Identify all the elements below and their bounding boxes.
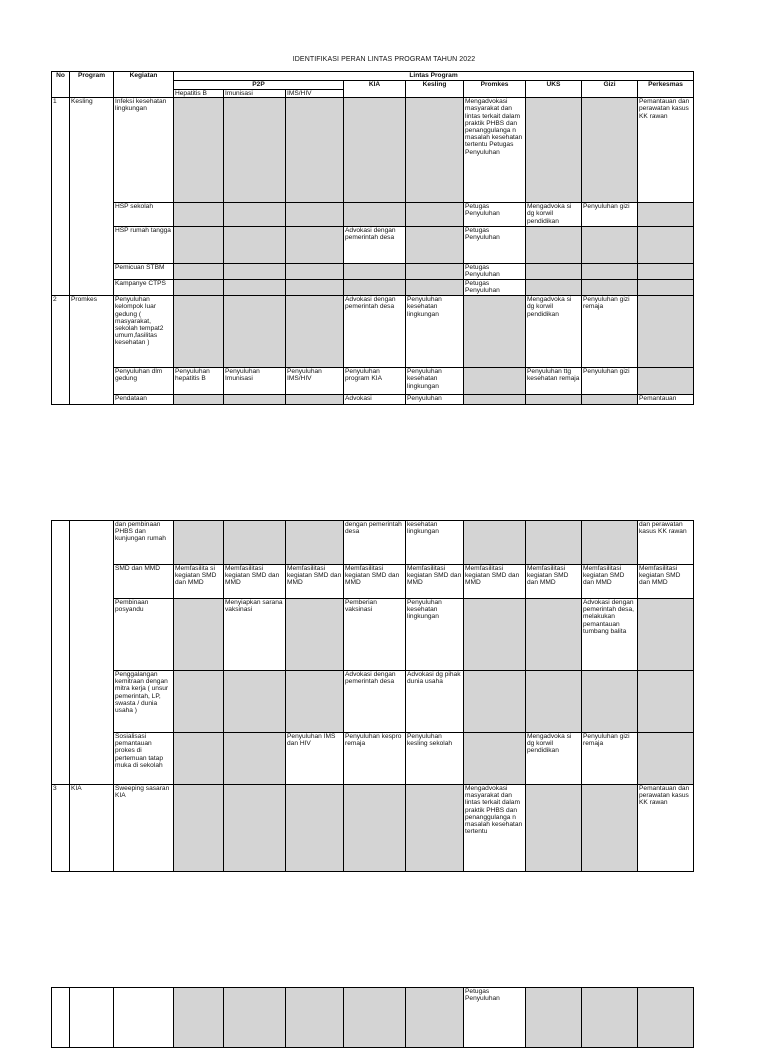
row-kegiatan: Pemicuan STBM [114,264,174,280]
table-row [52,203,694,227]
row-kegiatan: Kampanye CTPS [114,280,174,296]
row-kegiatan: Penyuluhan kelompok luar gedung ( masyarakat, sekolah tempat2 umum,fasilitas kesehatan ) [114,296,174,368]
table-row [52,280,694,296]
cell-uks: Mengadvoka si dg korwil pendidikan [526,733,582,785]
table-row [52,368,694,395]
cell-kia: Memfasilitasi kegiatan SMD dan MMD [344,565,406,599]
row-kegiatan: Pendataan [114,395,174,405]
header-promkes: Promkes [464,81,526,98]
table-row [52,264,694,280]
cell-kesling: Advokasi dg pihak dunia usaha [406,671,464,733]
row-kegiatan: Infeksi kesehatan lingkungan [114,98,174,203]
cell-kesling: Penyuluhan kesehatan lingkungan [406,599,464,671]
header-imunisasi: Imunisasi [224,90,286,98]
cell-kia: Advokasi dengan pemerintah desa [344,671,406,733]
row-kegiatan: Penggalangan kemitraan dengan mitra kerja ( unsur pemerintah, LP, swasta / dunia usaha ) [114,671,174,733]
header-hepatitis-b: Hepatitis B [174,90,224,98]
cell-kesling: Penyuluhan kesling sekolah [406,733,464,785]
cell-kia: Advokasi dengan pemerintah desa [344,296,406,368]
cell-promkes: Petugas Penyuluhan [464,988,526,1048]
cell-perkesmas: Pemantauan dan perawatan kasus KK rawan [638,98,694,203]
cell-uks: Mengadvoka si dg korwil pendidikan [526,296,582,368]
cell-kia: Advokasi dengan pemerintah desa [344,227,406,264]
row-kegiatan: Sosialisasi pemantauan prokes di pertemuan tatap muka di sekolah [114,733,174,785]
cell-gizi: Penyuluhan gizi remaja [582,296,638,368]
cell-kesling: Penyuluhan kesehatan lingkungan [406,368,464,395]
cell-ims-hiv: Memfasilitasi kegiatan SMD dan MMD [286,565,344,599]
header-program: Program [70,72,114,98]
header-no: No [52,72,70,98]
table-row [52,988,694,1048]
table-row [52,565,694,599]
header-kesling: Kesling [406,81,464,98]
table-row [52,785,694,872]
table-row [52,395,694,405]
cell-hepatitis-b: Penyuluhan hepatitis B [174,368,224,395]
header-lintas-program: Lintas Program [174,72,694,81]
cell-ims-hiv: Penyuluhan IMS/HIV [286,368,344,395]
table-page-1 [51,71,694,405]
cell-perkesmas: Pemantauan [638,395,694,405]
row-kegiatan: Penyuluhan dlm gedung [114,368,174,395]
cell-promkes: Mengadvokasi masyarakat dan lintas terkait dalam praktik PHBS dan penanggulanga n masalah kesehatan tertentu [464,785,526,872]
row-program: Promkes [70,296,114,405]
header-uks: UKS [526,81,582,98]
table-row [52,296,694,368]
table-page-2 [51,520,694,872]
header-gizi: Gizi [582,81,638,98]
cell-imunisasi: Menyiapkan sarana vaksinasi [224,599,286,671]
cell-promkes: Petugas Penyuluhan [464,203,526,227]
cell-kesling: Penyuluhan kesehatan lingkungan [406,296,464,368]
cell-promkes: Mengadvokasi masyarakat dan lintas terkait dalam praktik PHBS dan penanggulanga n masalah kesehatan tertentu Petugas Penyuluhan [464,98,526,203]
cell-uks: Mengadvoka si dg korwil pendidikan [526,203,582,227]
cell-gizi: Penyuluhan gizi [582,203,638,227]
row-no: 1 [52,98,70,296]
row-kegiatan: HSP rumah tangga [114,227,174,264]
row-kegiatan: HSP sekolah [114,203,174,227]
header-ims-hiv: IMS/HIV [286,90,344,98]
document-title: IDENTIFIKASI PERAN LINTAS PROGRAM TAHUN 2022 [292,56,476,63]
cell-uks: Memfasilitasi kegiatan SMD dan MMD [526,565,582,599]
table-row [52,599,694,671]
cell-kia: Penyuluhan kespro remaja [344,733,406,785]
cell-hepatitis-b: Memfasilita si kegiatan SMD dan MMD [174,565,224,599]
row-no: 2 [52,296,70,405]
header-kia: KIA [344,81,406,98]
cell-ims-hiv: Penyuluhan IMS dan HIV [286,733,344,785]
cell-kia: Advokasi [344,395,406,405]
cell-kesling: kesehatan lingkungan [406,521,464,565]
cell-promkes: Petugas Penyuluhan [464,227,526,264]
cell-perkesmas: dan perawatan kasus KK rawan [638,521,694,565]
row-program: KIA [70,785,114,872]
cell-kia: Penyuluhan program KIA [344,368,406,395]
cell-gizi: Advokasi dengan pemerintah desa, melakukan pemantauan tumbang balita [582,599,638,671]
row-kegiatan: dan pembinaan PHBS dan kunjungan rumah [114,521,174,565]
cell-promkes: Memfasilitasi kegiatan SMD dan MMD [464,565,526,599]
header-perkesmas: Perkesmas [638,81,694,98]
cell-gizi: Penyuluhan gizi [582,368,638,395]
table-row [52,671,694,733]
table-page-3 [51,987,694,1048]
row-program: Kesling [70,98,114,296]
cell-perkesmas: Pemantauan dan perawatan kasus KK rawan [638,785,694,872]
row-kegiatan: Sweeping sasaran KIA [114,785,174,872]
cell-kesling: Memfasilitasi kegiatan SMD dan MMD [406,565,464,599]
header-p2p: P2P [174,81,344,90]
table-row [52,227,694,264]
row-no: 3 [52,785,70,872]
cell-kesling: Penyuluhan [406,395,464,405]
cell-promkes: Petugas Penyuluhan [464,280,526,296]
cell-gizi: Memfasilitasi kegiatan SMD dan MMD [582,565,638,599]
table-row [52,521,694,565]
cell-perkesmas: Memfasilitasi kegiatan SMD dan MMD [638,565,694,599]
table-row [52,733,694,785]
cell-imunisasi: Memfasilitasi kegiatan SMD dan MMD [224,565,286,599]
row-kegiatan: SMD dan MMD [114,565,174,599]
cell-gizi: Penyuluhan gizi remaja [582,733,638,785]
table-row [52,98,694,203]
cell-promkes: Petugas Penyuluhan [464,264,526,280]
header-kegiatan: Kegiatan [114,72,174,98]
cell-kia: Pemberian vaksinasi [344,599,406,671]
cell-kia: dengan pemerintah desa [344,521,406,565]
cell-uks: Penyuluhan ttg kesehatan remaja [526,368,582,395]
cell-imunisasi: Penyuluhan Imunisasi [224,368,286,395]
row-kegiatan: Pembinaan posyandu [114,599,174,671]
